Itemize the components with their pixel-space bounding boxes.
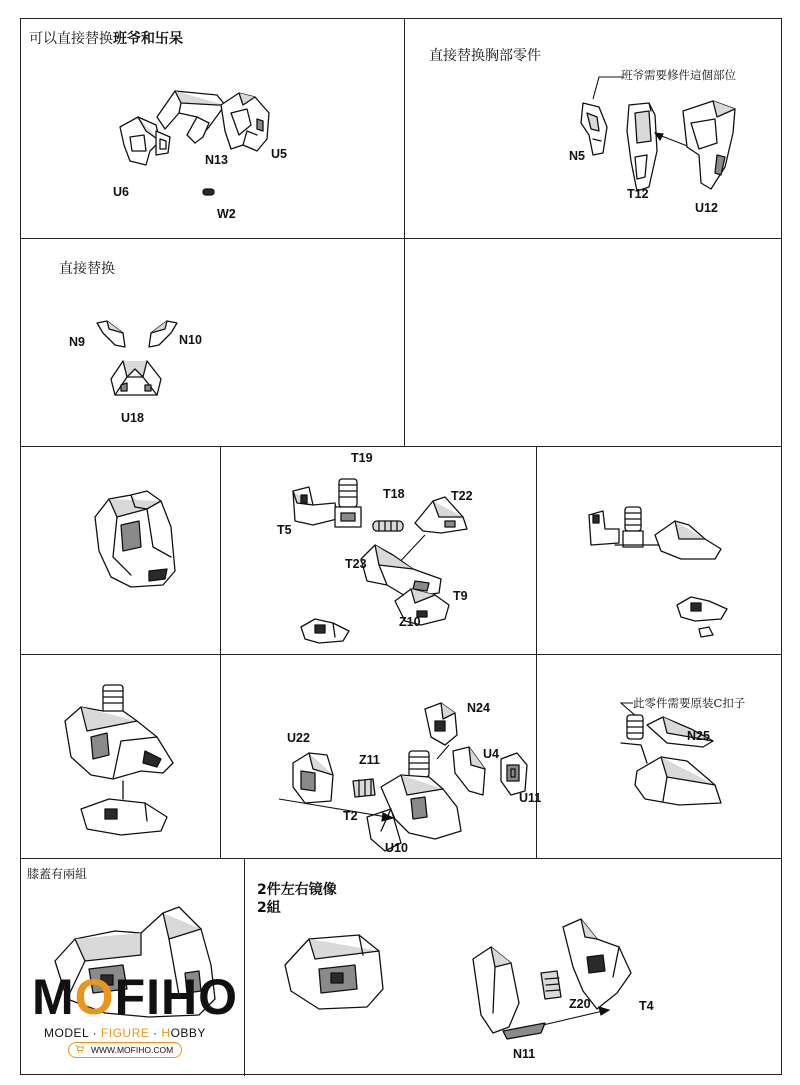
knee-shield-drawing <box>279 925 387 1013</box>
panel-title-part: 可以直接替换 <box>29 31 113 47</box>
modification-note: 班爷需要修件這個部位 <box>621 68 736 82</box>
panel-title: 直接替换胸部零件 <box>429 48 541 64</box>
panel-title-line-1: 2件左右镜像 <box>257 882 337 898</box>
leg-frame-assembly-drawing <box>585 505 725 565</box>
panel-leg-frame-assembly <box>537 447 781 655</box>
logo-letter-accent: O <box>74 969 115 1025</box>
logo-wordmark <box>32 969 239 1025</box>
panel-assembled-front <box>21 447 221 655</box>
logo-letters: FIH <box>114 969 199 1025</box>
part-label-t12: T12 <box>627 187 649 201</box>
part-label-t18: T18 <box>383 487 405 501</box>
part-n25-drawing <box>617 713 727 807</box>
logo-letter: M <box>32 969 75 1025</box>
part-label-t2: T2 <box>343 809 358 823</box>
part-label-t19: T19 <box>351 451 373 465</box>
part-label-z20: Z20 <box>569 997 591 1011</box>
part-n9-drawing <box>95 319 129 349</box>
panel-c-clip-note <box>537 655 781 859</box>
part-label-z10: Z10 <box>399 615 421 629</box>
assembly-line-top <box>433 743 453 763</box>
part-label-t4: T4 <box>639 999 654 1013</box>
panel-title: 直接替换 <box>59 261 115 277</box>
part-u12-drawing <box>677 97 741 193</box>
part-label-n25: N25 <box>687 729 710 743</box>
panel-empty <box>405 239 781 447</box>
panel-leg-frame-parts <box>221 447 537 655</box>
part-label-n5: N5 <box>569 149 585 163</box>
part-label-n11: N11 <box>513 1047 536 1061</box>
part-label-z11: Z11 <box>359 753 380 767</box>
part-label-n10: N10 <box>179 333 202 347</box>
part-label-u5: U5 <box>271 147 287 161</box>
part-label-u12: U12 <box>695 201 718 215</box>
panel-title-bold-part: 班爷和卐呆 <box>113 31 183 47</box>
part-label-u6: U6 <box>113 185 129 199</box>
part-t19-drawing <box>331 477 365 533</box>
part-n10-drawing <box>145 319 179 349</box>
mofiho-logo <box>32 969 252 1062</box>
part-label-t5: T5 <box>277 523 292 537</box>
instruction-sheet <box>20 18 782 1075</box>
tagline-obby: OBBY <box>170 1026 206 1040</box>
panel-title-line-2: 2組 <box>257 900 281 916</box>
part-w2-drawing <box>201 187 217 197</box>
tagline-model: MODEL · <box>44 1026 101 1040</box>
c-clip-note: 此零件需要原装C扣子 <box>633 696 746 710</box>
part-label-t22: T22 <box>451 489 473 503</box>
tagline-separator: · <box>149 1026 162 1040</box>
logo-url-text: WWW.MOFIHO.COM <box>91 1045 174 1055</box>
assembly-arrow-t2 <box>275 795 395 821</box>
part-label-t9: T9 <box>453 589 468 603</box>
panel-title: 膝蓋有兩組 <box>27 867 88 881</box>
part-label-n9: N9 <box>69 335 85 349</box>
logo-tagline <box>44 1026 206 1040</box>
panel-direct-replace-heads <box>21 19 405 239</box>
part-label-u10: U10 <box>385 841 408 855</box>
panel-title <box>29 28 183 48</box>
logo-letter: O <box>198 969 239 1025</box>
panel-mirrored-pairs <box>245 859 781 1076</box>
part-label-u4: U4 <box>483 747 499 761</box>
part-label-u11: U11 <box>519 791 542 805</box>
part-label-n24: N24 <box>467 701 490 715</box>
small-hinge-part-drawing <box>297 617 353 647</box>
cart-icon <box>75 1045 84 1053</box>
panel-direct-replace-collar <box>21 239 405 447</box>
assembled-front-armor-drawing <box>87 487 179 591</box>
small-hinge-assembly-drawing <box>673 595 733 639</box>
leg-assembled-drawing <box>61 681 181 841</box>
part-t4-drawing <box>553 917 639 1017</box>
part-u5-drawing <box>217 91 273 155</box>
part-label-n13: N13 <box>205 153 228 167</box>
tagline-h: H <box>161 1026 171 1040</box>
panel-leg-assembled <box>21 655 221 859</box>
part-label-w2: W2 <box>217 207 236 221</box>
logo-url-badge <box>68 1042 182 1058</box>
panel-leg-armor-assembly <box>221 655 542 859</box>
panel-chest-parts <box>405 19 781 239</box>
part-n24-drawing <box>421 701 461 749</box>
tagline-figure: FIGURE <box>100 1026 150 1040</box>
part-label-u22: U22 <box>287 731 310 745</box>
part-label-u18: U18 <box>121 411 144 425</box>
part-label-t23: T23 <box>345 557 367 571</box>
part-u18-drawing <box>107 357 165 399</box>
